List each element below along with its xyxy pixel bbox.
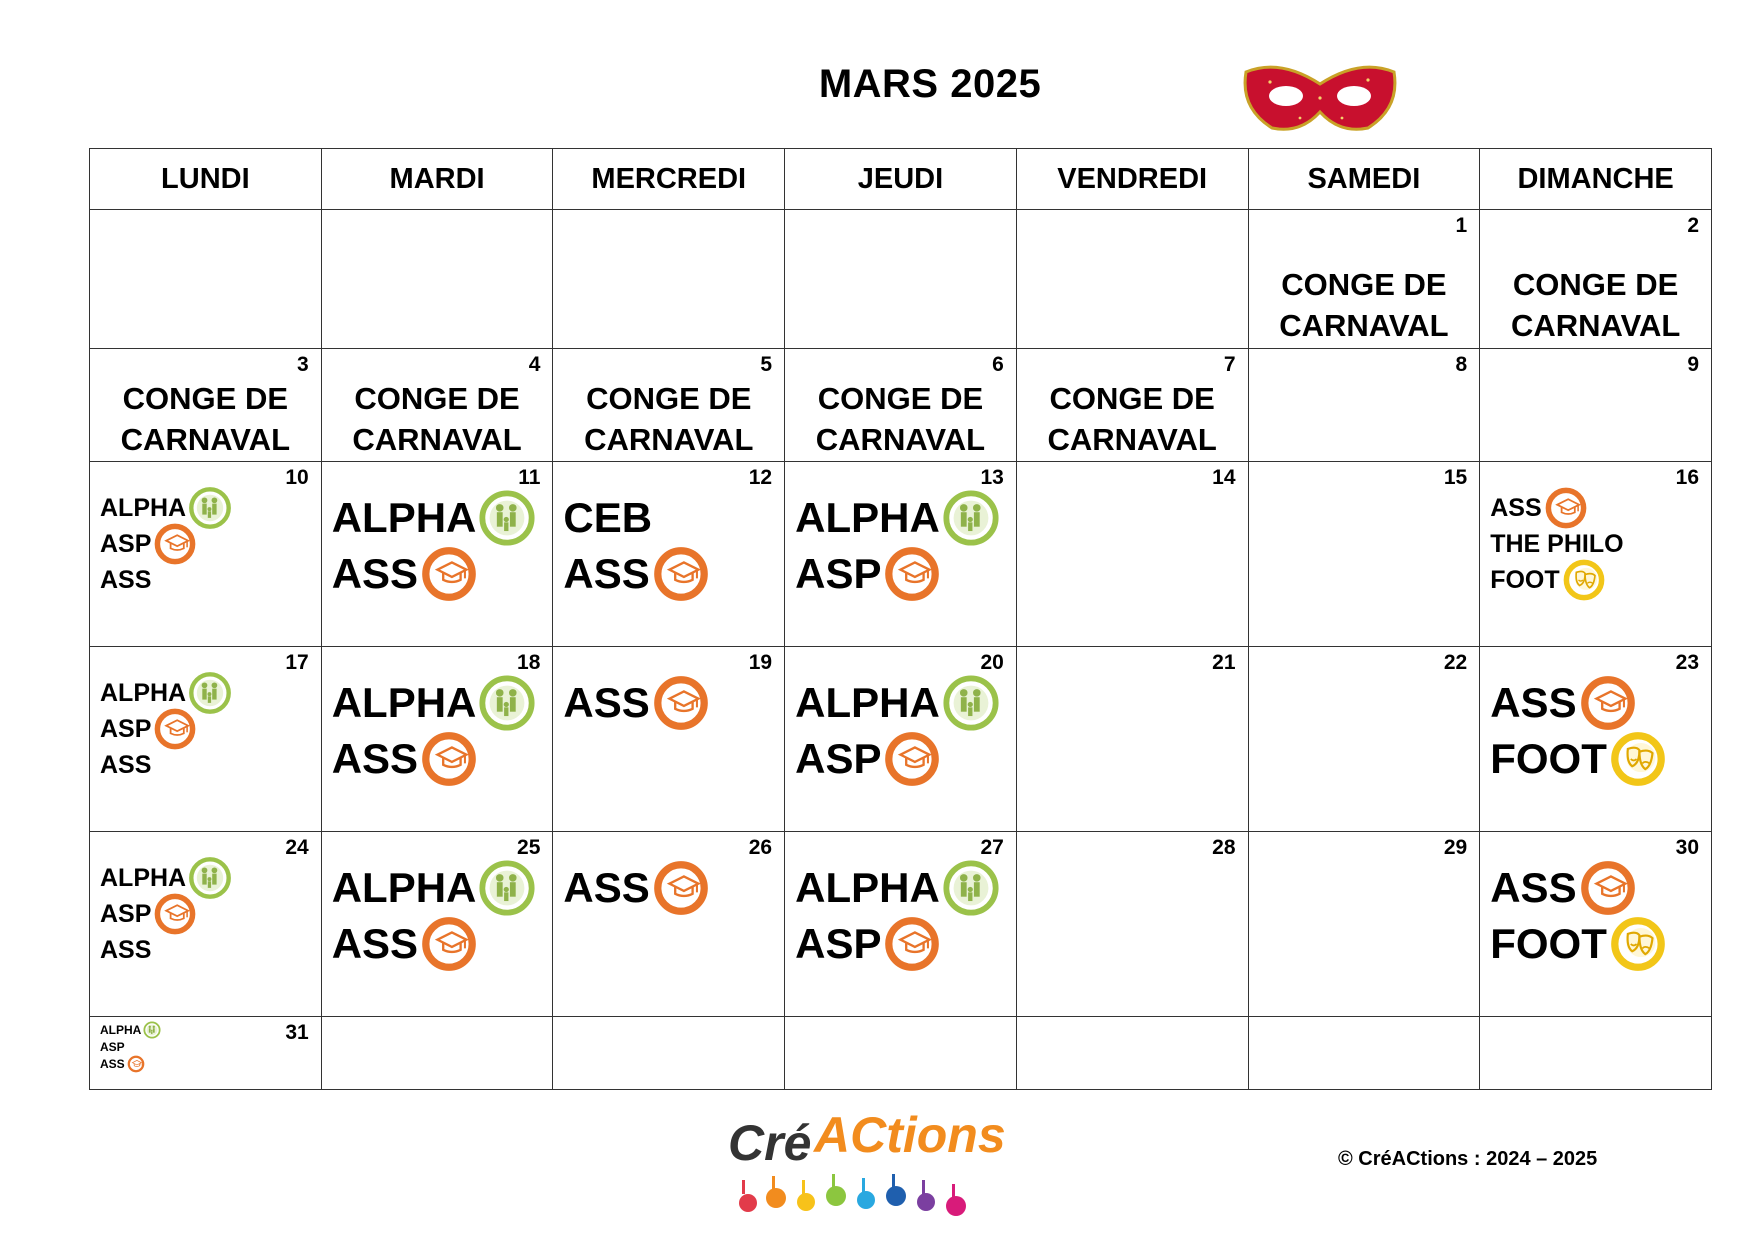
activity-item	[1490, 860, 1667, 916]
holiday-note	[1017, 378, 1248, 460]
day-number: 5	[760, 353, 773, 376]
activity-label: ALPHA	[331, 494, 477, 541]
day-number: 20	[980, 651, 1004, 674]
activity-label: ASP	[100, 714, 152, 743]
weekday-header: VENDREDI	[1016, 149, 1248, 210]
activity-label: ASP	[795, 920, 882, 967]
activity-label: THE PHILO	[1490, 529, 1624, 558]
activity-item	[100, 675, 232, 711]
graduation-cap-icon	[153, 707, 197, 751]
day-number: 3	[297, 353, 309, 376]
weekday-header: LUNDI	[90, 149, 322, 210]
page-title: MARS 2025	[818, 62, 1042, 106]
holiday-note	[1480, 264, 1711, 346]
carnival-mask-icon	[1240, 58, 1400, 138]
theater-masks-icon	[1609, 915, 1667, 973]
family-icon	[478, 674, 536, 732]
day-cell	[321, 349, 553, 462]
activity-item	[100, 490, 232, 526]
activity-label: ASP	[100, 1039, 125, 1054]
holiday-note	[1249, 264, 1480, 346]
activity-item	[1490, 916, 1667, 972]
graduation-cap-icon	[153, 892, 197, 936]
activity-item	[332, 490, 537, 546]
activity-label: ASS	[1490, 679, 1577, 726]
day-cell	[90, 647, 322, 832]
holiday-note-line: CONGE DE	[354, 381, 520, 416]
day-cell	[785, 462, 1017, 647]
activity-label: FOOT	[1490, 735, 1607, 782]
activity-item	[563, 675, 709, 731]
activity-label: ALPHA	[795, 864, 940, 911]
activity-label: ASS	[100, 565, 152, 594]
theater-masks-icon	[1562, 558, 1606, 602]
day-number: 13	[980, 466, 1004, 489]
activity-label: ASP	[100, 899, 152, 928]
activity-item	[332, 860, 537, 916]
day-cell	[1480, 647, 1712, 832]
holiday-note-line: CONGE DE	[1281, 267, 1447, 302]
empty-cell	[1480, 1017, 1712, 1090]
svg-text:Cré: Cré	[728, 1115, 812, 1171]
holiday-note-line: CARNAVAL	[584, 422, 754, 457]
activity-label: FOOT	[1490, 565, 1560, 594]
day-cell	[1248, 462, 1480, 647]
activity-item	[100, 860, 232, 896]
activity-label: ASS	[100, 1056, 125, 1071]
activity-label: ASS	[100, 935, 152, 964]
activity-label: ALPHA	[795, 679, 940, 726]
day-number: 15	[1443, 466, 1468, 489]
day-cell	[1480, 462, 1712, 647]
graduation-cap-icon	[420, 915, 478, 973]
day-number: 18	[517, 651, 541, 674]
activity-list	[332, 860, 537, 972]
week-row	[90, 832, 1712, 1017]
activity-item	[1490, 675, 1667, 731]
day-number: 19	[748, 651, 773, 674]
holiday-note	[785, 378, 1016, 460]
activity-list	[100, 675, 232, 783]
activity-item	[332, 546, 537, 602]
activity-item	[332, 916, 537, 972]
weekday-header-row	[90, 149, 1712, 210]
graduation-cap-icon	[883, 545, 941, 603]
activity-item	[563, 860, 709, 916]
activity-label: ALPHA	[100, 863, 187, 892]
day-number: 2	[1687, 214, 1699, 237]
graduation-cap-icon	[1544, 486, 1588, 530]
copyright-text: © CréACtions : 2024 – 2025	[1338, 1148, 1598, 1170]
activity-item	[1490, 731, 1667, 787]
activity-label: ALPHA	[100, 678, 187, 707]
day-cell	[1480, 349, 1712, 462]
day-number: 29	[1443, 836, 1468, 859]
holiday-note-line: CARNAVAL	[120, 422, 291, 457]
activity-item	[795, 490, 1000, 546]
day-number: 28	[1212, 836, 1236, 859]
day-number: 26	[748, 836, 773, 859]
empty-cell	[553, 1017, 785, 1090]
day-cell	[321, 832, 553, 1017]
calendar-grid	[89, 148, 1712, 1090]
day-number: 7	[1223, 353, 1236, 376]
activity-item	[100, 711, 232, 747]
activity-item	[1490, 490, 1623, 526]
activity-list	[332, 675, 537, 787]
activity-item	[795, 546, 1000, 602]
empty-cell	[90, 210, 322, 349]
week-row	[90, 1017, 1712, 1090]
weekday-header: MARDI	[321, 149, 553, 210]
holiday-note-line: CONGE DE	[817, 381, 984, 416]
day-number: 23	[1675, 651, 1699, 674]
day-number: 4	[528, 353, 541, 376]
graduation-cap-icon	[883, 730, 941, 788]
activity-item	[795, 916, 1000, 972]
activity-list	[100, 490, 232, 598]
graduation-cap-icon	[127, 1055, 145, 1073]
day-number: 6	[992, 353, 1004, 376]
week-row	[90, 210, 1712, 349]
activity-list	[100, 1021, 161, 1072]
day-cell	[1016, 462, 1248, 647]
day-number: 9	[1687, 353, 1699, 376]
week-row	[90, 349, 1712, 462]
theater-masks-icon	[1609, 730, 1667, 788]
day-number: 10	[285, 466, 309, 489]
graduation-cap-icon	[652, 674, 710, 732]
empty-cell	[785, 1017, 1017, 1090]
day-cell	[1480, 210, 1712, 349]
activity-list	[332, 490, 537, 602]
day-cell	[321, 462, 553, 647]
activity-label: ASP	[795, 550, 882, 597]
activity-item	[332, 675, 537, 731]
holiday-note-line: CONGE DE	[1049, 381, 1215, 416]
activity-label: ALPHA	[331, 679, 477, 726]
activity-item	[100, 1038, 161, 1055]
weekday-header: JEUDI	[785, 149, 1017, 210]
holiday-note-line: CARNAVAL	[815, 422, 986, 457]
day-cell	[90, 1017, 322, 1090]
graduation-cap-icon	[1579, 859, 1637, 917]
day-cell	[1248, 647, 1480, 832]
graduation-cap-icon	[652, 545, 710, 603]
activity-item	[100, 1021, 161, 1038]
empty-cell	[1016, 1017, 1248, 1090]
activity-list	[795, 490, 1000, 602]
day-cell	[1480, 832, 1712, 1017]
empty-cell	[785, 210, 1017, 349]
day-cell	[1016, 349, 1248, 462]
activity-label: ASS	[331, 735, 419, 782]
day-number: 25	[517, 836, 541, 859]
activity-item	[100, 932, 232, 968]
holiday-note-line: CARNAVAL	[352, 422, 522, 457]
family-icon	[942, 674, 1000, 732]
day-number: 30	[1675, 836, 1699, 859]
week-row	[90, 647, 1712, 832]
empty-cell	[1248, 1017, 1480, 1090]
activity-list	[795, 675, 1000, 787]
activity-item	[100, 562, 232, 598]
activity-label: ASS	[563, 864, 650, 911]
activity-item	[795, 675, 1000, 731]
holiday-note-line: CARNAVAL	[1047, 422, 1217, 457]
activity-item	[563, 490, 709, 546]
day-cell	[553, 647, 785, 832]
activity-label: ASP	[795, 735, 882, 782]
activity-label: ASS	[563, 679, 650, 726]
calendar-body	[90, 210, 1712, 1090]
day-cell	[1248, 210, 1480, 349]
day-number: 31	[285, 1021, 309, 1044]
day-cell	[1248, 832, 1480, 1017]
creactions-logo	[728, 1108, 1008, 1228]
day-cell	[553, 832, 785, 1017]
holiday-note-line: CONGE DE	[122, 381, 289, 416]
graduation-cap-icon	[420, 730, 478, 788]
family-icon	[143, 1021, 161, 1039]
day-number: 21	[1212, 651, 1236, 674]
activity-list	[1490, 490, 1623, 598]
day-cell	[90, 832, 322, 1017]
activity-list	[1490, 860, 1667, 972]
day-cell	[321, 647, 553, 832]
holiday-note-line: CARNAVAL	[1510, 308, 1681, 343]
activity-list	[100, 860, 232, 968]
day-number: 11	[518, 466, 541, 489]
activity-item	[332, 731, 537, 787]
activity-item	[1490, 526, 1623, 562]
activity-label: ALPHA	[331, 864, 477, 911]
day-number: 27	[980, 836, 1004, 859]
day-number: 12	[748, 466, 773, 489]
activity-item	[100, 896, 232, 932]
day-cell	[1016, 832, 1248, 1017]
holiday-note	[553, 378, 784, 460]
activity-item	[795, 860, 1000, 916]
day-cell	[553, 462, 785, 647]
activity-item	[795, 731, 1000, 787]
holiday-note-line: CARNAVAL	[1279, 308, 1449, 343]
day-cell	[1016, 647, 1248, 832]
day-number: 14	[1212, 466, 1236, 489]
day-number: 17	[285, 651, 309, 674]
weekday-header: MERCREDI	[553, 149, 785, 210]
activity-list	[563, 860, 709, 916]
holiday-note-line: CONGE DE	[1512, 267, 1679, 302]
weekday-header: DIMANCHE	[1480, 149, 1712, 210]
family-icon	[942, 859, 1000, 917]
activity-label: ASS	[331, 920, 419, 967]
activity-label: ALPHA	[795, 494, 940, 541]
day-number: 1	[1455, 214, 1468, 237]
day-number: 16	[1675, 466, 1699, 489]
activity-label: ALPHA	[100, 493, 187, 522]
activity-list	[563, 490, 709, 602]
family-icon	[478, 859, 536, 917]
activity-label: FOOT	[1490, 920, 1607, 967]
empty-cell	[1016, 210, 1248, 349]
day-cell	[785, 647, 1017, 832]
graduation-cap-icon	[883, 915, 941, 973]
graduation-cap-icon	[153, 522, 197, 566]
day-cell	[1248, 349, 1480, 462]
activity-item	[1490, 562, 1623, 598]
activity-item	[100, 747, 232, 783]
graduation-cap-icon	[652, 859, 710, 917]
day-cell	[553, 349, 785, 462]
day-cell	[90, 349, 322, 462]
activity-list	[795, 860, 1000, 972]
day-number: 22	[1443, 651, 1468, 674]
activity-label: ASS	[1490, 864, 1577, 911]
activity-label: ASS	[331, 550, 419, 597]
day-number: 8	[1455, 353, 1468, 376]
activity-label: ALPHA	[100, 1022, 142, 1037]
activity-list	[1490, 675, 1667, 787]
week-row	[90, 462, 1712, 647]
empty-cell	[321, 1017, 553, 1090]
empty-cell	[553, 210, 785, 349]
activity-item	[100, 526, 232, 562]
activity-label: ASP	[100, 529, 152, 558]
graduation-cap-icon	[1579, 674, 1637, 732]
holiday-note	[322, 378, 553, 460]
day-cell	[785, 832, 1017, 1017]
weekday-header: SAMEDI	[1248, 149, 1480, 210]
family-icon	[478, 489, 536, 547]
svg-text:ACtions: ACtions	[814, 1108, 1006, 1163]
activity-label: CEB	[563, 494, 653, 541]
activity-label: ASS	[1490, 493, 1542, 522]
empty-cell	[321, 210, 553, 349]
holiday-note-line: CONGE DE	[586, 381, 752, 416]
graduation-cap-icon	[420, 545, 478, 603]
holiday-note	[90, 378, 321, 460]
day-cell	[90, 462, 322, 647]
activity-item	[100, 1055, 161, 1072]
activity-list	[563, 675, 709, 731]
day-cell	[785, 349, 1017, 462]
activity-item	[563, 546, 709, 602]
activity-label: ASS	[100, 750, 152, 779]
activity-label: ASS	[563, 550, 650, 597]
day-number: 24	[285, 836, 309, 859]
family-icon	[942, 489, 1000, 547]
